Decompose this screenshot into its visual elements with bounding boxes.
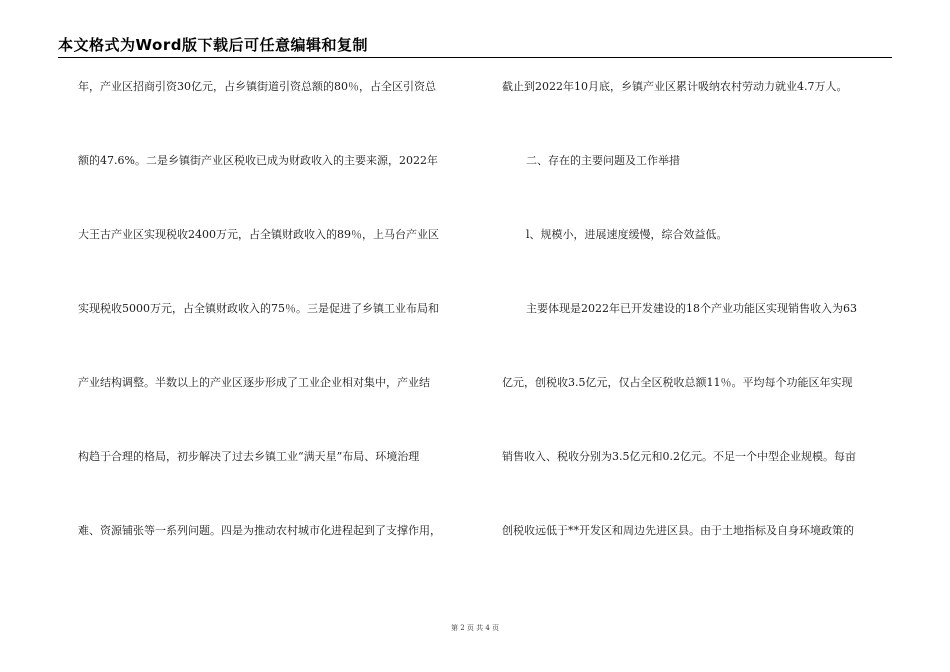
- paragraph-line: 大王古产业区实现税收2400万元，占全镇财政收入的89％，上马台产业区: [78, 228, 439, 241]
- paragraph-line: 截止到2022年10月底，乡镇产业区累计吸纳农村劳动力就业4.7万人。: [502, 80, 848, 93]
- paragraph-line: 亿元，创税收3.5亿元，仅占全区税收总额11％。平均每个功能区年实现: [502, 376, 853, 389]
- document-header-title: 本文格式为Word版下载后可任意编辑和复制: [58, 36, 368, 54]
- subsection-heading: l、规模小，进展速度缓慢，综合效益低。: [526, 228, 728, 241]
- paragraph-line: 额的47.6%。二是乡镇街产业区税收已成为财政收入的主要来源，2022年: [78, 154, 438, 167]
- header-divider: [58, 57, 892, 58]
- paragraph-line: 主要体现是2022年已开发建设的18个产业功能区实现销售收入为63: [526, 302, 857, 315]
- paragraph-line: 实现税收5000万元，占全镇财政收入的75％。三是促进了乡镇工业布局和: [78, 302, 439, 315]
- paragraph-line: 产业结构调整。半数以上的产业区逐步形成了工业企业相对集中，产业结: [78, 376, 430, 389]
- paragraph-line: 难、资源铺张等一系列问题。四是为推动农村城市化进程起到了支撑作用，: [78, 524, 441, 537]
- paragraph-line: 构趋于合理的格局，初步解决了过去乡镇工业“满天星”布局、环境治理: [78, 450, 420, 463]
- paragraph-line: 年，产业区招商引资30亿元，占乡镇街道引资总额的80％，占全区引资总: [78, 80, 436, 93]
- page-number: 第 2 页 共 4 页: [450, 624, 500, 632]
- paragraph-line: 创税收远低于**开发区和周边先进区县。由于土地指标及自身环境政策的: [502, 524, 854, 537]
- paragraph-line: 销售收入、税收分别为3.5亿元和0.2亿元。不足一个中型企业规模。每亩: [502, 450, 856, 463]
- section-heading: 二、存在的主要问题及工作举措: [526, 154, 680, 167]
